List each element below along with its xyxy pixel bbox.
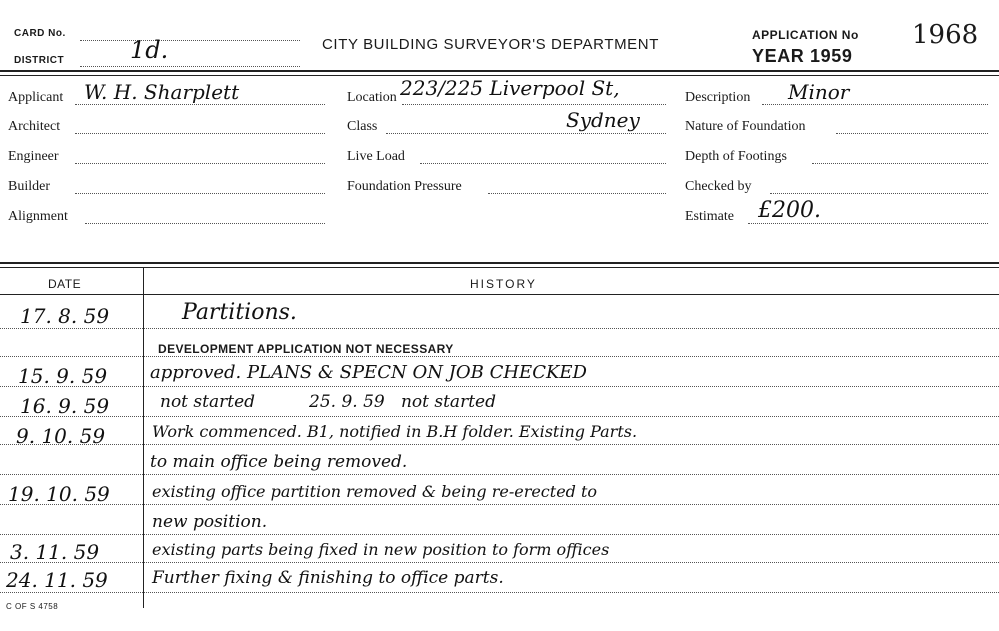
history-entry: new position. [152, 512, 268, 532]
history-date: 17. 8. 59 [20, 304, 110, 328]
history-entry: approved. PLANS & SPECN ON JOB CHECKED [150, 362, 587, 383]
ruled-line [0, 592, 999, 593]
header-divider [0, 70, 999, 72]
nature-line [836, 133, 988, 134]
card-no-label: CARD No. [14, 28, 66, 39]
history-entry: Work commenced. B1, notified in B.H folder. Existing Parts. [152, 422, 638, 441]
history-date: 19. 10. 59 [8, 482, 110, 506]
depth-of-footings-label: Depth of Footings [685, 149, 787, 164]
application-no-label: APPLICATION No [752, 28, 859, 42]
architect-line [75, 133, 325, 134]
history-entry: to main office being removed. [150, 452, 408, 472]
description-line [762, 104, 988, 105]
history-date: 24. 11. 59 [6, 568, 108, 592]
ruled-line [0, 356, 999, 357]
application-number: 1968 [912, 20, 979, 50]
ruled-line [0, 386, 999, 387]
estimate-value: £200. [758, 198, 821, 223]
history-entry: Further fixing & finishing to office parts. [152, 568, 504, 588]
ruled-line [0, 416, 999, 417]
location-line [402, 104, 666, 105]
checked-line [770, 193, 988, 194]
history-date: 15. 9. 59 [18, 364, 108, 388]
history-entry: existing office partition removed & being re-erected to [152, 482, 598, 501]
class-line [386, 133, 666, 134]
location-label: Location [347, 90, 397, 105]
date-column-divider [143, 268, 144, 608]
history-entry: existing parts being fixed in new position to form offices [152, 540, 610, 559]
district-value: 1d. [130, 36, 169, 64]
ruled-line [0, 328, 999, 329]
description-value: Minor [788, 80, 850, 104]
location-value-1: 223/225 Liverpool St, [400, 76, 620, 100]
architect-label: Architect [8, 119, 61, 134]
builder-label: Builder [8, 179, 50, 194]
date-header: DATE [48, 277, 82, 291]
form-code: C OF S 4758 [6, 602, 59, 611]
history-entry: not started 25. 9. 59 not started [160, 392, 496, 412]
nature-of-foundation-label: Nature of Foundation [685, 119, 806, 134]
history-date: 16. 9. 59 [20, 394, 110, 418]
estimate-label: Estimate [685, 209, 734, 224]
description-label: Description [685, 90, 751, 105]
ruled-line [0, 474, 999, 475]
ruled-line [0, 444, 999, 445]
checked-by-label: Checked by [685, 179, 752, 194]
ruled-line [0, 504, 999, 505]
history-header: HISTORY [470, 277, 537, 291]
history-date: 3. 11. 59 [10, 540, 100, 564]
location-value-2: Sydney [566, 108, 640, 132]
ruled-line [0, 534, 999, 535]
district-label: DISTRICT [14, 55, 65, 66]
history-top-rule-2 [0, 267, 999, 268]
district-line [80, 66, 300, 67]
year-label: YEAR 1959 [752, 46, 853, 66]
estimate-line [748, 223, 988, 224]
history-header-rule [0, 294, 999, 295]
foundation-pressure-line [488, 193, 666, 194]
history-entry: DEVELOPMENT APPLICATION NOT NECESSARY [158, 342, 454, 356]
ruled-line [0, 562, 999, 563]
history-entry: Partitions. [182, 300, 297, 325]
class-label: Class [347, 119, 378, 134]
applicant-label: Applicant [8, 90, 64, 105]
card-no-line [80, 40, 300, 41]
engineer-label: Engineer [8, 149, 59, 164]
history-top-rule [0, 262, 999, 264]
department-title: CITY BUILDING SURVEYOR'S DEPARTMENT [322, 36, 659, 53]
depth-line [812, 163, 988, 164]
live-load-line [420, 163, 666, 164]
engineer-line [75, 163, 325, 164]
live-load-label: Live Load [347, 149, 405, 164]
history-date: 9. 10. 59 [16, 424, 106, 448]
alignment-label: Alignment [8, 209, 68, 224]
builder-line [75, 193, 325, 194]
foundation-pressure-label: Foundation Pressure [347, 179, 462, 194]
applicant-line [75, 104, 325, 105]
applicant-value: W. H. Sharplett [84, 80, 240, 104]
alignment-line [85, 223, 325, 224]
